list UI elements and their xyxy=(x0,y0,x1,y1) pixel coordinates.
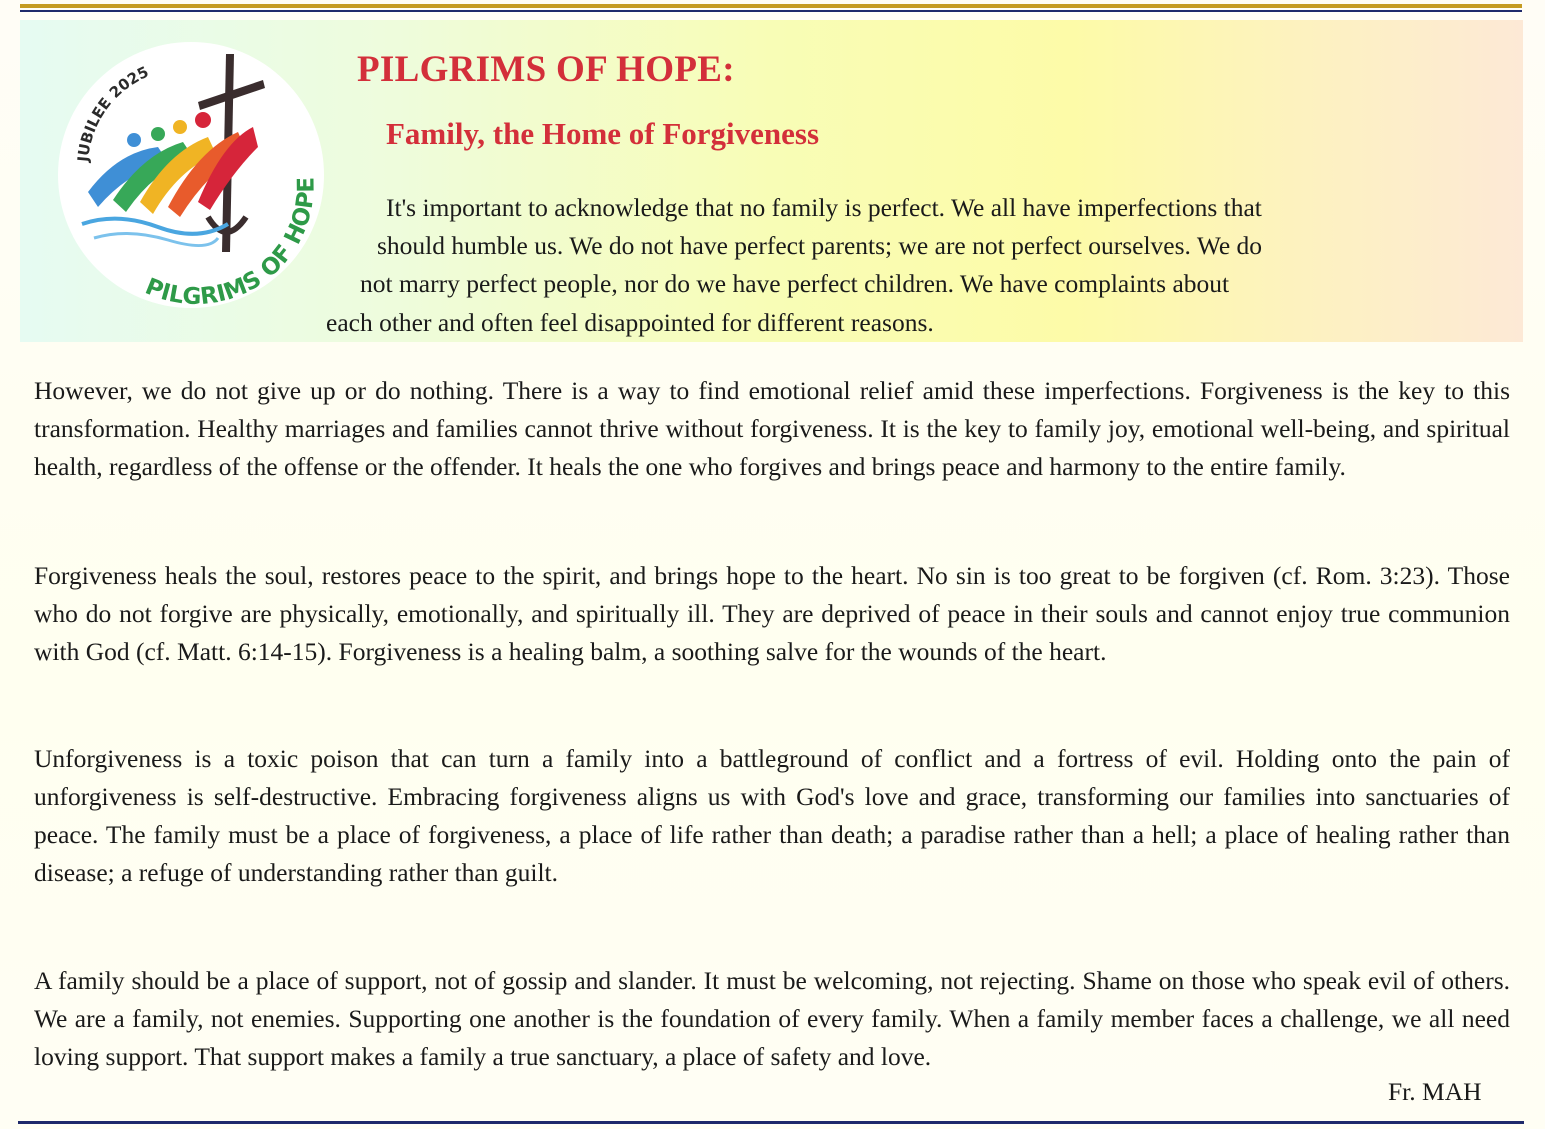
top-gold-rule xyxy=(20,4,1522,8)
intro-line: each other and often feel disappointed for different reasons. xyxy=(326,308,934,337)
waves-icon xyxy=(82,219,228,246)
body-paragraph: Unforgiveness is a toxic poison that can turn a family into a battleground of conflict and a fortress of evil. Holding onto the pain of unforgiveness is self-destructive. Embracing forgiveness aligns us with God's love and grace, transforming our families into sanctuaries of peace. The family must be a place of forgiveness, a place of life rather than death; a paradise rather than a hell; a place of healing rather than disease; a refuge of understanding rather than guilt. xyxy=(34,744,1510,887)
jubilee-logo xyxy=(58,42,324,308)
body-paragraph: However, we do not give up or do nothing. There is a way to find emotional relief amid these imperfections. Forgiveness is the key to this transformation. Healthy marriages and families cannot thrive without forgiveness. It is the key to family joy, emotional well-being, and spiritual health, regardless of the offense or the offender. It heals the one who forgives and brings peace and harmony to the entire family. xyxy=(34,376,1510,481)
body-paragraph: A family should be a place of support, not of gossip and slander. It must be welcoming, not rejecting. Shame on those who speak evil of others. We are a family, not enemies. Supporting one another is the foundation of every family. When a family member faces a challenge, we all need loving support. That support makes a family a true sanctuary, a place of safety and love. xyxy=(34,966,1510,1071)
bottom-navy-rule xyxy=(18,1121,1524,1124)
page-title: PILGRIMS OF HOPE: xyxy=(357,49,735,90)
intro-line: should humble us. We do not have perfect parents; we are not perfect ourselves. We do xyxy=(377,231,1263,260)
pilgrims-arc-text: PILGRIMS OF HOPE xyxy=(141,176,320,308)
intro-line: not marry perfect people, nor do we have perfect children. We have complaints about xyxy=(360,269,1230,298)
author-signature: Fr. MAH xyxy=(1388,1077,1482,1106)
body-paragraph: Forgiveness heals the soul, restores peace to the spirit, and brings hope to the heart. No sin is too great to be forgiven (cf. Rom. 3:23). Those who do not forgive are physically, emotionally, and spiritually ill. They are deprived of peace in their souls and cannot enjoy true communion with God (cf. Matt. 6:14-15). Forgiveness is a healing balm, a soothing salve for the wounds of the heart. xyxy=(34,561,1510,666)
top-navy-rule xyxy=(20,10,1522,12)
jubilee-arc-text: JUBILEE 2025 xyxy=(74,62,152,163)
intro-line: It's important to acknowledge that no family is perfect. We all have imperfections that xyxy=(386,193,1262,222)
page-subtitle: Family, the Home of Forgiveness xyxy=(386,116,820,151)
